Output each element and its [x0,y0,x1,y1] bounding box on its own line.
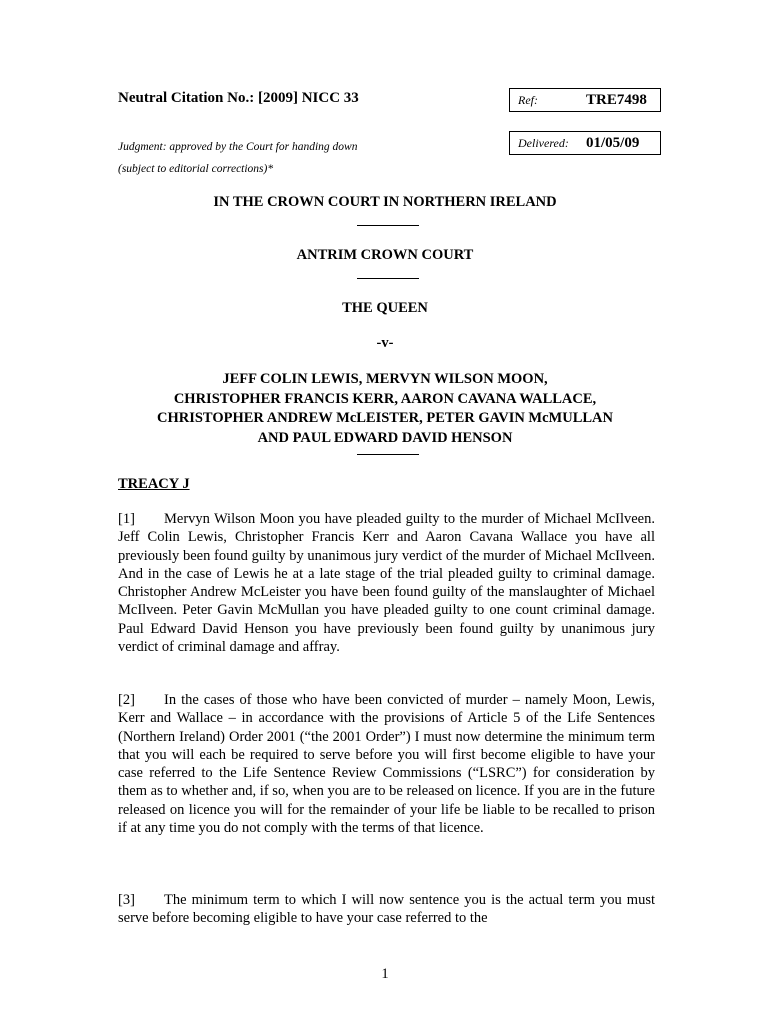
prosecution-heading: THE QUEEN [342,300,428,316]
delivered-value: 01/05/09 [586,134,640,151]
neutral-citation: Neutral Citation No.: [2009] NICC 33 [118,90,359,106]
ref-box [509,88,661,112]
page-number: 1 [381,966,389,982]
approval-line-1: Judgment: approved by the Court for handing down [118,141,358,153]
delivered-label: Delivered: [518,135,569,150]
ref-label: Ref: [518,92,538,107]
delivered-box [509,131,661,155]
approval-line-2: (subject to editorial corrections)* [118,163,274,175]
defendants-block [100,370,670,448]
defendants-line: JEFF COLIN LEWIS, MERVYN WILSON MOON, [222,371,548,387]
paragraph-number: [1] [118,511,135,527]
paragraph-1 [118,510,655,656]
venue-heading: ANTRIM CROWN COURT [296,247,474,263]
defendants-line: CHRISTOPHER ANDREW McLEISTER, PETER GAVIN McMULLAN [157,410,613,426]
divider-rule [357,278,419,279]
defendants-line: AND PAUL EDWARD DAVID HENSON [257,429,513,446]
paragraph-text: The minimum term to which I will now sentence you is the actual term you must serve before becoming eligible to have your case referred to the [118,892,655,927]
paragraph-number: [3] [118,892,135,908]
divider-rule [357,454,419,455]
defendants-line: CHRISTOPHER FRANCIS KERR, AARON CAVANA WALLACE, [173,390,597,407]
court-heading: IN THE CROWN COURT IN NORTHERN IRELAND [213,194,557,210]
versus: -v- [376,335,394,351]
ref-value: TRE7498 [586,91,647,108]
paragraph-3 [118,891,655,928]
approval-note [118,136,357,180]
paragraph-2 [118,691,655,837]
judge-name: TREACY J [118,476,190,492]
paragraph-text: Mervyn Wilson Moon you have pleaded guilty to the murder of Michael McIlveen. Jeff Colin Lewis, Christopher Francis Kerr and Aaron Cavana Wallace you have all previously been found guilty by unanimous jury verdict of the murder of Michael McIlveen. And in the case of Lewis he at a late stage of the trial pleaded guilty to criminal damage. Christopher Andrew McLeister you have been found guilty of the manslaughter of Michael McIlveen. Peter Gavin McMullan you have pleaded guilty to one count criminal damage. Paul Edward David Henson you have previously been found guilty by unanimous jury verdict of criminal damage and affray. [118,511,655,656]
paragraph-number: [2] [118,692,135,708]
divider-rule [357,225,419,226]
paragraph-text: In the cases of those who have been convicted of murder – namely Moon, Lewis, Kerr and Wallace – in accordance with the provisions of Article 5 of the Life Sentences (Northern Ireland) Order 2001 (“the 2001 Order”) I must now determine the minimum term that you will each be required to serve before you will first become eligible to have your case referred to the Life Sentence Review Commissions (“LSRC”) for consideration by them as to whether and, if so, when you are to be released on licence. If you are in the future released on licence you will for the remainder of your life be liable to be recalled to prison if at any time you do not comply with the terms of that licence. [118,692,655,837]
